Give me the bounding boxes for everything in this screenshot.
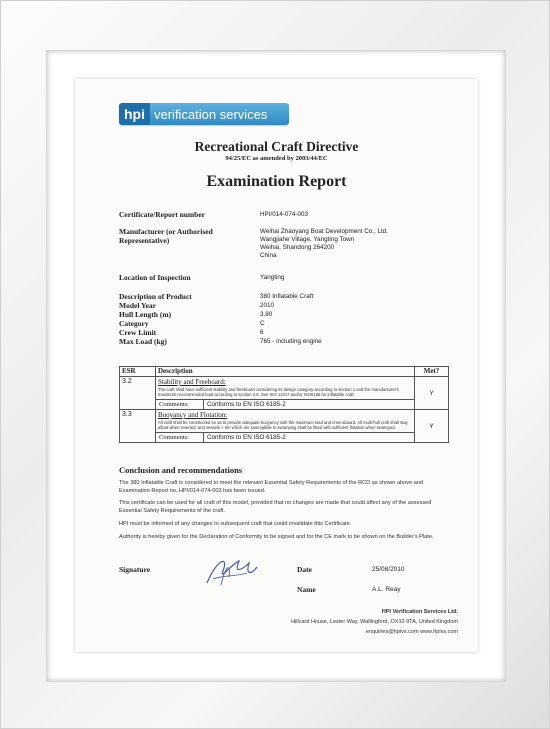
comments-label: Comments: [156, 400, 204, 409]
certificate-value: HPI/014-074-003 [260, 211, 308, 218]
max-load-label: Max Load (kg) [119, 337, 167, 346]
table-row [120, 410, 449, 443]
esr-body: All craft shall be constructed so as to provide adequate buoyancy with the maximum load and crew aboard. All multi-hull craft shall stay afloat when inverted; and vessels < 6m which are susceptible to swamping shall be fitted with sufficient flotation when swamped. [158, 420, 408, 430]
hpi-logo [119, 103, 289, 125]
col-esr-header: ESR [120, 367, 156, 377]
category-value: C [260, 320, 265, 327]
esr-table [119, 366, 449, 443]
conclusion-paragraph-4: Authority is hereby given for the Declaration of Conformity to be signed and for the CE mark to be shown on the Builder's Plate. [119, 534, 434, 540]
crew-limit-label: Crew Limit [119, 328, 157, 337]
model-year-value: 2010 [260, 302, 275, 309]
certificate-label: Certificate/Report number [119, 210, 206, 219]
date-value: 25/08/2010 [372, 566, 405, 573]
certificate-document [75, 79, 478, 652]
logo-hpi-text: hpi [119, 103, 150, 125]
model-year-label: Model Year [119, 301, 157, 310]
location-value: Yangting [260, 274, 285, 281]
hull-length-label: Hull Length (m) [119, 310, 172, 319]
logo-tagline: verification services [150, 103, 289, 125]
handwritten-signature [203, 553, 261, 589]
conclusion-paragraph-1: The 380 Inflatable Craft is considered to meet the relevant Essential Safety Requirements of the RCD as shown above and Examination Report no. HPI/014-074-003 has been issued. [119, 480, 424, 494]
manufacturer-line-1: Weihai Zhaoyang Boat Development Co., Ltd. [260, 228, 388, 235]
description-value: 380 Inflatable Craft [260, 293, 314, 300]
date-label: Date [297, 565, 312, 574]
conclusion-paragraph-3: HPI must be informed of any changes to subsequent craft that could invalidate this Certificate. [119, 521, 352, 527]
manufacturer-label-2: Representative) [119, 236, 170, 245]
location-label: Location of Inspection [119, 273, 191, 282]
manufacturer-line-4: China [260, 252, 277, 259]
esr-description [156, 410, 415, 443]
esr-body: The craft shall have sufficient stability and freeboard considering its design category according to section 1 and the manufacturer's maximum recommended load according to section 3.6. See ISO 12217 and/or ISO6185 for inflatable craft. [158, 387, 399, 397]
manufacturer-line-2: Wangjiahe Village, Yangting Town [260, 236, 355, 243]
esr-met: Y [415, 410, 449, 443]
manufacturer-label-1: Manufacturer (or Authorised [119, 227, 213, 236]
table-row [120, 377, 449, 410]
esr-title: Buoyancy and Flotation: [158, 411, 228, 419]
footer-contact: enquiries@hpivs.com www.hpivs.com [365, 629, 458, 635]
name-value: A.L. Reay [372, 586, 401, 593]
comments-label: Comments: [156, 433, 204, 442]
signature-label: Signature [119, 565, 151, 574]
description-label: Description of Product [119, 292, 192, 301]
max-load-value: 765 - including engine [260, 338, 322, 345]
esr-comments [156, 432, 414, 442]
category-label: Category [119, 319, 149, 328]
esr-number: 3.2 [120, 377, 156, 410]
footer-address: Hillcard House, Lester Way, Wallingford, OX10 9TA, United Kingdom [291, 619, 458, 625]
esr-met: Y [415, 377, 449, 410]
comments-value: Conforms to EN ISO 6185-2 [207, 434, 286, 441]
name-label: Name [297, 585, 316, 594]
esr-number: 3.3 [120, 410, 156, 443]
conclusion-heading: Conclusion and recommendations [119, 465, 243, 475]
esr-comments [156, 399, 414, 409]
manufacturer-line-3: Weihai, Shandong 264200 [260, 244, 335, 251]
directive-amendment: 94/25/EC as amended by 2003/44/EC [225, 155, 328, 162]
crew-limit-value: 6 [260, 329, 264, 336]
col-met-header: Met? [415, 367, 449, 377]
hull-length-value: 3.80 [260, 311, 273, 318]
col-description-header: Description [156, 367, 415, 377]
directive-title: Recreational Craft Directive [194, 139, 359, 154]
esr-title: Stability and Freeboard: [158, 378, 226, 386]
footer-company: HPI Verification Services Ltd. [381, 609, 458, 615]
esr-description [156, 377, 415, 410]
table-header-row [120, 367, 449, 377]
comments-value: Conforms to EN ISO 6185-2 [207, 401, 286, 408]
conclusion-paragraph-2: This certificate can be used for all craft of this model, provided that no changes are made that could affect any of the assessed Essential Safety Requirements of the craft. [119, 500, 432, 514]
report-title: Examination Report [206, 173, 347, 190]
